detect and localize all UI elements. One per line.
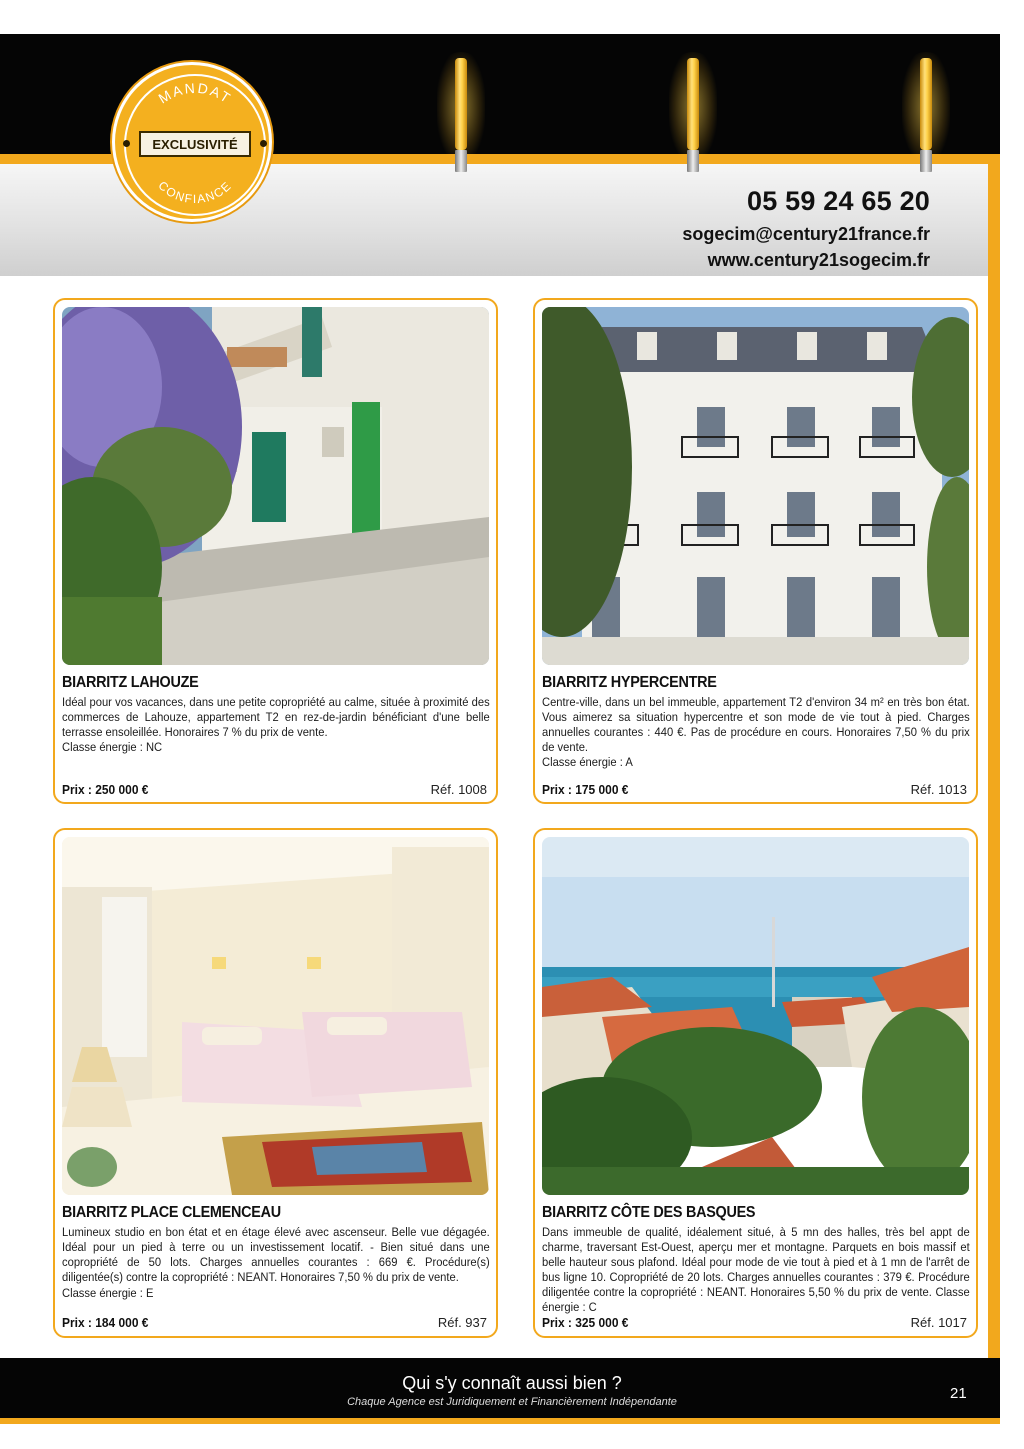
listing-photo <box>542 307 969 665</box>
footer-accent-line <box>0 1418 1000 1424</box>
lamp-icon <box>451 58 471 178</box>
listing-title: BIARRITZ LAHOUZE <box>62 674 199 691</box>
seal-bottom-text: CONFIANCE <box>155 178 235 207</box>
listing-price: Prix : 184 000 € <box>62 1315 149 1330</box>
phone-number[interactable]: 05 59 24 65 20 <box>747 186 930 216</box>
lamp-icon <box>683 58 703 178</box>
listing-price: Prix : 175 000 € <box>542 782 629 797</box>
svg-text:CONFIANCE <box>155 178 234 206</box>
listing-reference: Réf. 1017 <box>910 1315 967 1330</box>
listing-price: Prix : 250 000 € <box>62 782 149 797</box>
listing-title: BIARRITZ CÔTE DES BASQUES <box>542 1204 756 1221</box>
listing-photo <box>62 837 489 1195</box>
listing-energy-class: Classe énergie : A <box>542 755 633 769</box>
listing-title: BIARRITZ PLACE CLEMENCEAU <box>62 1204 281 1221</box>
seal-center-text: EXCLUSIVITÉ <box>139 131 251 157</box>
exclusivity-seal <box>112 62 272 222</box>
svg-text:MANDAT <box>156 80 235 107</box>
listing-description: Dans immeuble de qualité, idéalement situé, à 5 mn des halles, très bel appt de charme, traversant Est-Ouest, aperçu mer et montagne. Parquets en bois massif et belle hauteur sous plafond. Idéal pour mode de vie tout à pied et à 1 mn de l'arrêt de bus ligne 10. Copropriété de 20 lots. Charges annuelles courantes : 379 €. Procédure diligentée contre la copropriété : NEANT. Honoraires 5,50 % du prix de vente. Classe énergie : C <box>542 1225 970 1314</box>
listing-card[interactable] <box>53 828 498 1338</box>
listing-photo <box>62 307 489 665</box>
right-accent-bar <box>988 154 1000 1358</box>
footer-disclaimer: Chaque Agence est Juridiquement et Financièrement Indépendante <box>347 1396 677 1408</box>
email-address[interactable]: sogecim@century21france.fr <box>682 224 930 244</box>
listing-reference: Réf. 937 <box>437 1315 487 1330</box>
listing-description: Lumineux studio en bon état et en étage élevé avec ascenseur. Belle vue dégagée. Idéal pour un pied à terre ou un investissement locatif. - Bien situé dans une copropriété de 50 lots. Charges annuelles courantes : 669 €. Procédure(s) diligentée(s) contre la copropriété : NEANT. Honoraires 7,50 % du prix de vente. <box>62 1225 490 1284</box>
seal-top-text: MANDAT <box>155 79 235 107</box>
listing-title: BIARRITZ HYPERCENTRE <box>542 674 717 691</box>
website-link[interactable]: www.century21sogecim.fr <box>707 250 930 270</box>
lamp-icon <box>916 58 936 178</box>
listing-card[interactable] <box>533 298 978 804</box>
listing-description: Idéal pour vos vacances, dans une petite copropriété au calme, située à proximité des commerces de Lahouze, appartement T2 en rez-de-jardin bénéficiant d'une belle terrasse ensoleillée. Honoraires 7 % du prix de vente. <box>62 695 490 739</box>
listing-card[interactable] <box>533 828 978 1338</box>
listing-reference: Réf. 1013 <box>910 782 967 797</box>
page-number: 21 <box>950 1385 967 1402</box>
listing-photo <box>542 837 969 1195</box>
footer-slogan: Qui s'y connaît aussi bien ? <box>402 1373 622 1393</box>
listing-reference: Réf. 1008 <box>430 782 487 797</box>
listing-price: Prix : 325 000 € <box>542 1315 629 1330</box>
listing-energy-class: Classe énergie : E <box>62 1286 154 1300</box>
listing-description: Centre-ville, dans un bel immeuble, appartement T2 d'environ 34 m² en très bon état. Vous aimerez sa situation hypercentre et son mode de vie tout à pied. Charges annuelles courantes : 440 €. Pas de procédure en cours. Honoraires 7,50 % du prix de vente. <box>542 695 970 754</box>
listing-energy-class: Classe énergie : NC <box>62 740 163 754</box>
listing-card[interactable] <box>53 298 498 804</box>
